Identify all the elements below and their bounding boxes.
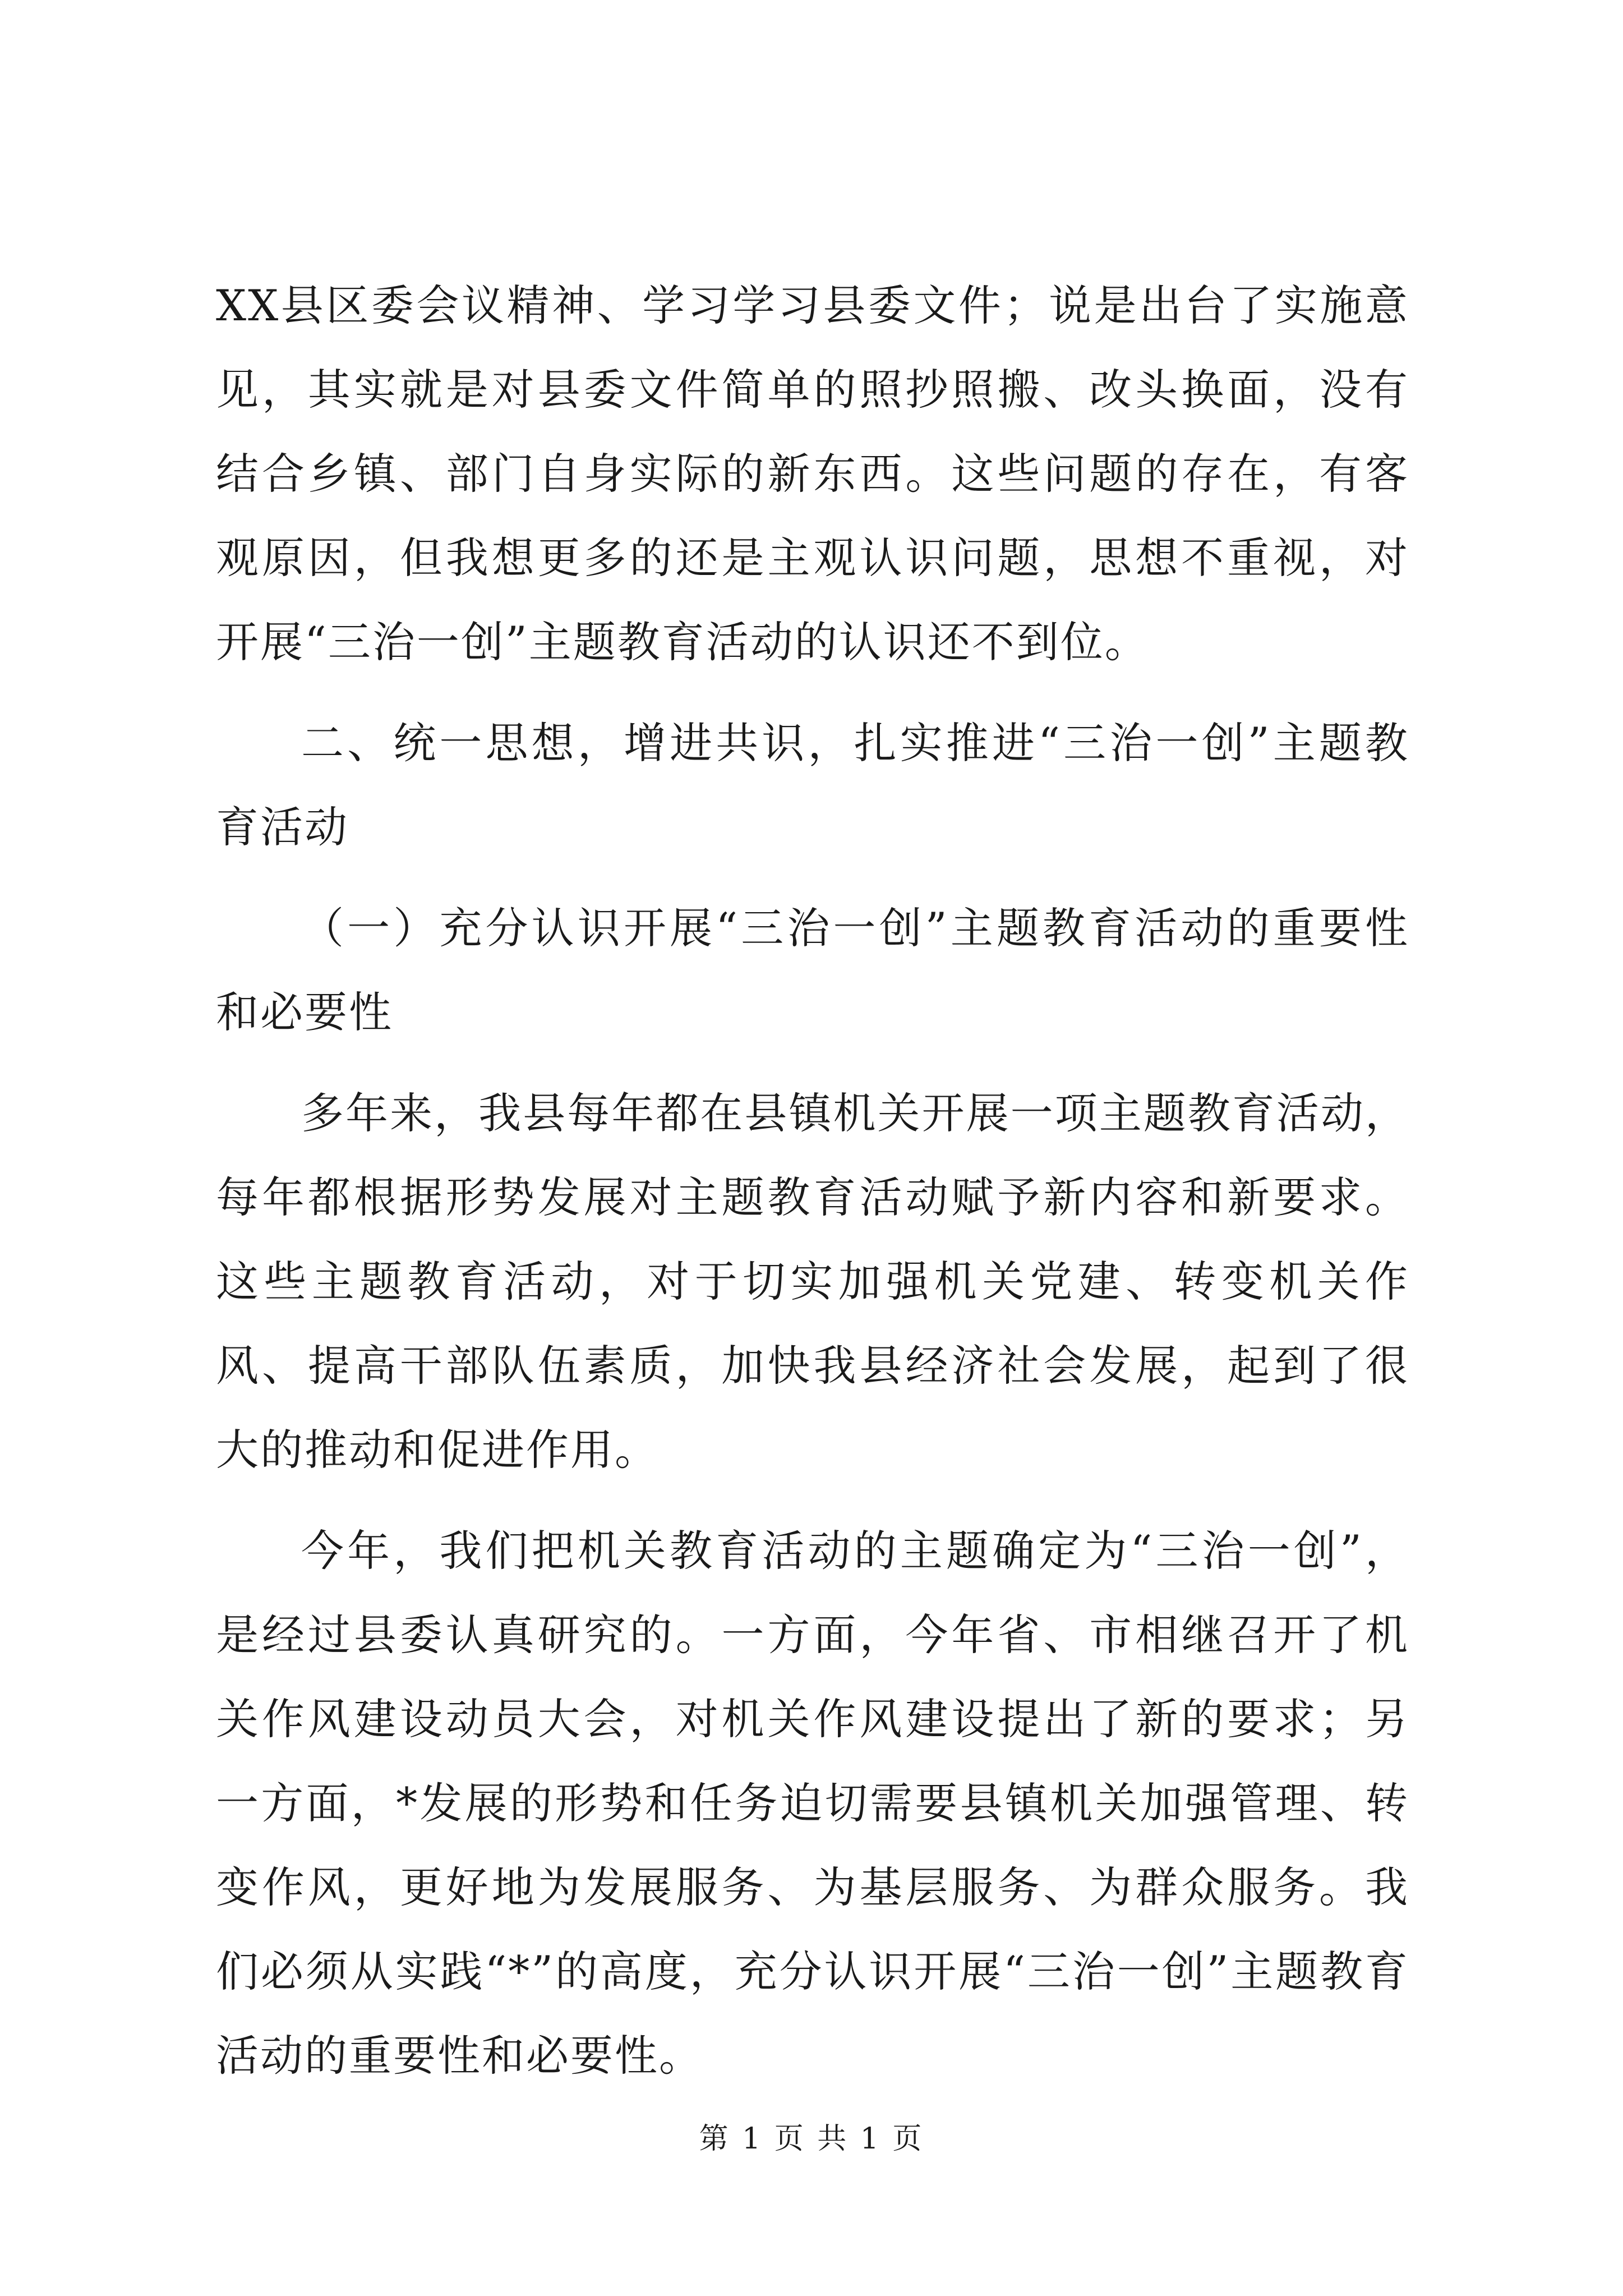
section-heading: 二、统一思想，增进共识，扎实推进“三治一创”主题教育活动 — [216, 718, 1409, 852]
paragraph-continuation: XX县区委会议精神、学习学习县委文件；说是出台了实施意见，其实就是对县委文件简单的照抄照搬、改头换面，没有结合乡镇、部门自身实际的新东西。这些问题的存在，有客观原因，但我想更多的还是主观认识问题，思想不重视，对开展“三治一创”主题教育活动的认识还不到位。 — [216, 280, 1409, 667]
subsection-heading: （一）充分认识开展“三治一创”主题教育活动的重要性和必要性 — [216, 903, 1409, 1037]
paragraph: 多年来，我县每年都在县镇机关开展一项主题教育活动，每年都根据形势发展对主题教育活动赋予新内容和新要求。这些主题教育活动，对于切实加强机关党建、转变机关作风、提高干部队伍素质，加快我县经济社会发展，起到了很大的推动和促进作用。 — [216, 1088, 1409, 1475]
paragraph: 今年，我们把机关教育活动的主题确定为“三治一创”，是经过县委认真研究的。一方面，今年省、市相继召开了机关作风建设动员大会，对机关作风建设提出了新的要求；另一方面，*发展的形势和任务迫切需要县镇机关加强管理、转变作风，更好地为发展服务、为基层服务、为群众服务。我们必须从实践“*”的高度，充分认识开展“三治一创”主题教育活动的重要性和必要性。 — [216, 1526, 1409, 2081]
document-body — [216, 264, 1409, 2098]
page-footer: 第 1 页 共 1 页 — [699, 2122, 924, 2156]
